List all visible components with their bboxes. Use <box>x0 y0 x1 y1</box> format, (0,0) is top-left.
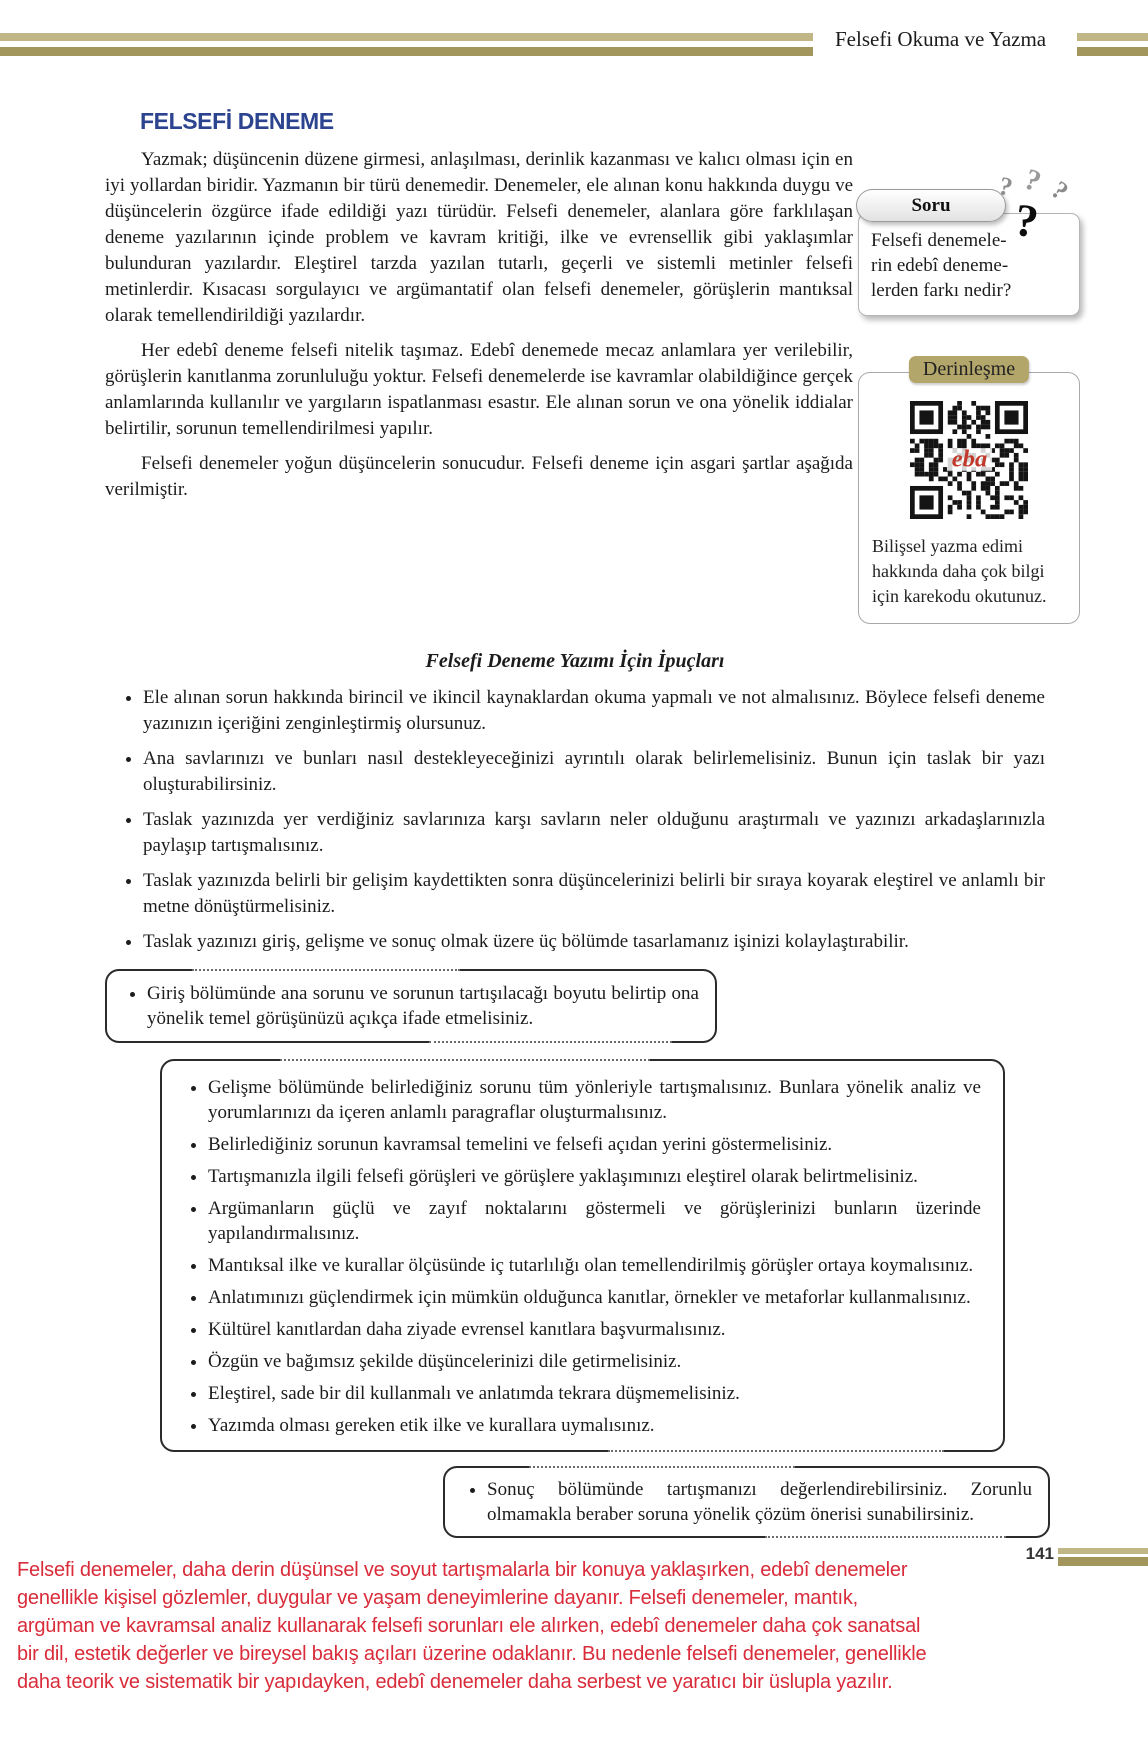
list-item <box>208 1075 981 1125</box>
tips-list <box>105 685 1045 955</box>
gelisme-item: Eleştirel, sade bir dil kullanmalı ve anlatımda tekrara düşmemelisiniz. <box>208 1383 740 1404</box>
list-item <box>208 1164 981 1189</box>
question-mark-icon: ? <box>1045 175 1074 207</box>
gelisme-item: Gelişme bölümünde belirlediğiniz sorunu tüm yönleriyle tartışmalısınız. Bunlara yönelik analiz ve yorumlarınızı da içeren anlamlı paragraflar oluşturmalısınız. <box>208 1077 981 1123</box>
tips-heading: Felsefi Deneme Yazımı İçin İpuçları <box>425 650 725 672</box>
list-item <box>208 1413 981 1438</box>
question-box <box>858 162 1080 316</box>
gelisme-item: Tartışmanızla ilgili felsefi görüşleri ve görüşlere yaklaşımınızı eleştirel olarak belirtmelisiniz. <box>208 1166 918 1187</box>
chapter-title: Felsefi Okuma ve Yazma <box>835 27 1047 51</box>
gelisme-item: Belirlediğiniz sorunun kavramsal temelini ve felsefi açıdan yerini göstermelisiniz. <box>208 1134 833 1155</box>
deepening-callout <box>858 358 1080 624</box>
paragraph: Her edebî deneme felsefi nitelik taşımaz. Edebî denemede mecaz anlamlara yer verilebilir, görüşlerin kanıtlanma zorunluluğu yoktur. Felsefi denemelerde ise kavramlar olabildiğince gerçek anlamlarında kullanılır ve yargıların ispatlanması esastır. Ele alınan sorun ve ona yönelik iddialar belirtilir, sorunun temellendirilmesi yapılır. <box>105 340 853 439</box>
list-item <box>208 1196 981 1246</box>
tip-text: Taslak yazınızı giriş, gelişme ve sonuç olmak üzere üç bölümde tasarlamanız işinizi kolaylaştırabilir. <box>143 931 909 952</box>
question-mark-icon: ? <box>1011 193 1042 248</box>
list-item <box>143 929 1045 955</box>
qr-code <box>910 401 1028 519</box>
list-item <box>208 1285 981 1310</box>
question-mark-icon: ? <box>1019 162 1046 199</box>
section-heading: FELSEFİ DENEME <box>140 108 334 134</box>
header-band-dark <box>0 47 813 56</box>
gelisme-item: Argümanların güçlü ve zayıf noktalarını göstermeli ve görüşlerinizi bunların üzerinde yapılandırmalısınız. <box>208 1198 981 1244</box>
handwritten-answer: Felsefi denemeler, daha derin düşünsel ve soyut tartışmalarla bir konuya yaklaşırken, edebî denemeler genellikle kişisel gözlemler, duygular ve yaşam deneyimlerine dayanır. Felsefi denemeler, mantık, argüman ve kavramsal analiz kullanarak felsefi sorunları ele alırken, edebî denemeler daha çok sanatsal bir dil, estetik değerler ve bireysel bakış açıları üzerine odaklanır. Bu nedenle felsefi denemeler, genellikle daha teorik ve sistematik bir yapıdayken, edebî denemeler daha serbest ve yaratıcı bir üslupla yazılır. <box>17 1559 927 1693</box>
gelisme-box <box>160 1059 1005 1452</box>
footer-band-light <box>1058 1548 1148 1554</box>
question-text-line: rin edebî deneme- <box>871 255 1009 276</box>
sonuc-text: Sonuç bölümünde tartışmanızı değerlendirebilirsiniz. Zorunlu olmamakla beraber soruna yönelik çözüm önerisi sunabilirsiniz. <box>487 1479 1032 1525</box>
tip-text: Ele alınan sorun hakkında birincil ve ikincil kaynaklardan okuma yapmalı ve not almalısınız. Böylece felsefi deneme yazınızın içeriğini zenginleştirmiş olursunuz. <box>143 687 1045 734</box>
tip-text: Taslak yazınızda belirli bir gelişim kaydettikten sonra düşüncelerinizi belirli bir sıraya koyarak eleştirel ve anlamlı bir metne dönüştürmelisiniz. <box>143 870 1045 917</box>
deepening-box <box>858 372 1080 624</box>
page-content <box>105 100 1080 1538</box>
question-mark-icon: ? <box>995 170 1016 203</box>
top-section <box>105 100 1080 624</box>
list-item <box>143 746 1045 798</box>
giris-box <box>105 969 717 1043</box>
deepening-label: Derinleşme <box>909 356 1029 383</box>
list-item <box>208 1253 981 1278</box>
list-item <box>143 868 1045 920</box>
header-band-right-light <box>1077 33 1148 41</box>
list-item <box>208 1132 981 1157</box>
question-text-line: Felsefi denemele- <box>871 230 1007 251</box>
list-item <box>143 685 1045 737</box>
header-band-light <box>0 33 813 41</box>
question-marks-decoration <box>995 162 1085 248</box>
tip-text: Ana savlarınızı ve bunları nasıl destekleyeceğinizi ayrıntılı olarak belirlemelisiniz. Bunun için taslak bir yazı oluşturabilirsiniz. <box>143 748 1045 795</box>
list-item <box>147 981 699 1031</box>
list-item <box>487 1477 1032 1527</box>
tip-text: Taslak yazınızda yer verdiğiniz savlarınıza karşı savların neler olduğunu araştırmalı ve yazınızı arkadaşlarınızla paylaşıp tartışmalısınız. <box>143 809 1045 856</box>
paragraph: Felsefi denemeler yoğun düşüncelerin sonucudur. Felsefi deneme için asgari şartlar aşağıda verilmiştir. <box>105 453 853 500</box>
list-item <box>143 807 1045 859</box>
header-band-right-dark <box>1077 47 1148 56</box>
gelisme-item: Anlatımınızı güçlendirmek için mümkün olduğunca kanıtlar, örnekler ve metaforlar kullanmalısınız. <box>208 1287 971 1308</box>
question-callout <box>858 162 1080 316</box>
sidebar-column <box>858 100 1080 624</box>
sonuc-box <box>443 1466 1050 1538</box>
gelisme-item: Kültürel kanıtlardan daha ziyade evrensel kanıtlara başvurmalısınız. <box>208 1319 726 1340</box>
list-item <box>208 1317 981 1342</box>
list-item <box>208 1381 981 1406</box>
gelisme-item: Mantıksal ilke ve kurallar ölçüsünde iç tutarlılığı olan temellendirilmiş görüşler ortaya koymalısınız. <box>208 1255 974 1276</box>
question-text-line: lerden farkı nedir? <box>871 280 1012 301</box>
gelisme-item: Yazımda olması gereken etik ilke ve kurallara uymalısınız. <box>208 1415 655 1436</box>
giris-text: Giriş bölümünde ana sorunu ve sorunun tartışılacağı boyutu belirtip ona yönelik temel görüşünüzü açıkça ifade etmelisiniz. <box>147 983 699 1029</box>
page-number: 141 <box>1025 1544 1054 1563</box>
question-tab: Soru <box>856 189 1006 222</box>
body-text-column <box>105 100 853 624</box>
list-item <box>208 1349 981 1374</box>
gelisme-item: Özgün ve bağımsız şekilde düşüncelerinizi dile getirmelisiniz. <box>208 1351 682 1372</box>
paragraph: Yazmak; düşüncenin düzene girmesi, anlaşılması, derinlik kazanması ve kalıcı olması için en iyi yollardan biridir. Yazmanın bir türü denemedir. Denemeler, ele alınan konu hakkında duygu ve düşüncelerin özgürce ifade edildiği yazı türüdür. Felsefi denemeler, alanlara göre farklılaşan deneme yazılarının içinde problem ve kavram kritiği, ilke ve evrensellik gibi yaklaşımlar bulunduran yazılardır. Eleştirel tarzda yazılan tutarlı, geçerli ve sistemli metinler felsefi metinlerdir. Kısacası sorgulayıcı ve argümantatif olan felsefi denemeler, görüşlerin mantıksal olarak temellendirildiği yazılardır. <box>105 149 853 326</box>
footer-band-dark <box>1058 1557 1148 1566</box>
deepening-text: Bilişsel yazma edimi hakkında daha çok bilgi için karekodu okutunuz. <box>872 536 1047 606</box>
svg-text:eba: eba <box>951 445 988 473</box>
qr-code-holder <box>872 401 1066 524</box>
